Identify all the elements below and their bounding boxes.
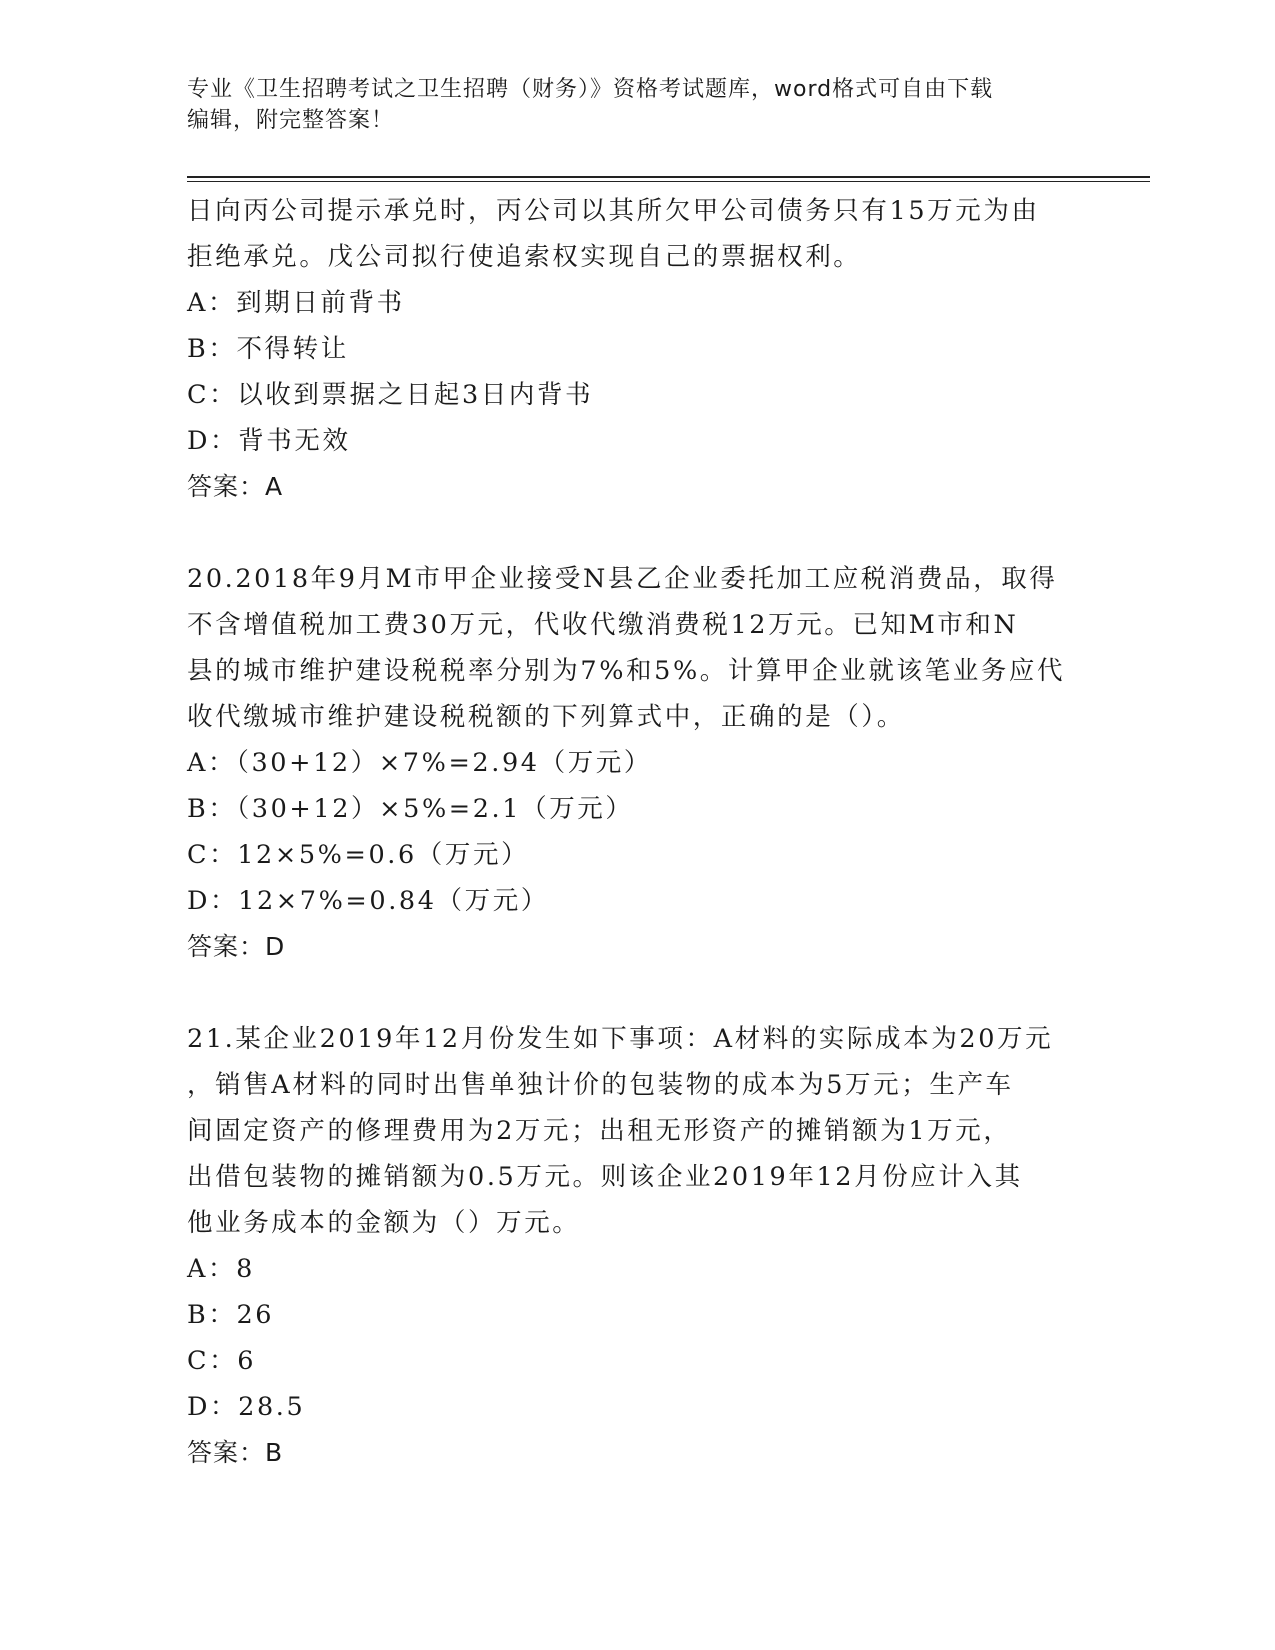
question-text-line: 收代缴城市维护建设税税额的下列算式中，正确的是（）。 [187, 702, 905, 732]
option-d: D：12×7%=0.84（万元） [187, 886, 549, 916]
question-text-line: 21.某企业2019年12月份发生如下事项：A材料的实际成本为20万元 [187, 1024, 1054, 1054]
option-a: A：8 [187, 1254, 255, 1284]
option-d: D：28.5 [187, 1392, 306, 1422]
question-text-line: 他业务成本的金额为（）万元。 [187, 1208, 581, 1238]
question-21 [187, 1016, 1087, 1476]
header-divider [187, 176, 1150, 182]
option-a: A：到期日前背书 [187, 288, 405, 318]
document-header [187, 74, 1087, 136]
answer-label: 答案：D [187, 932, 286, 961]
option-c: C：以收到票据之日起3日内背书 [187, 380, 594, 410]
answer-label: 答案：A [187, 472, 284, 501]
question-text-line: 20.2018年9月M市甲企业接受N县乙企业委托加工应税消费品，取得 [187, 564, 1058, 594]
question-text-line: 间固定资产的修理费用为2万元；出租无形资产的摊销额为1万元， [187, 1116, 1012, 1146]
option-b: B：（30+12）×5%=2.1（万元） [187, 794, 634, 824]
question-text-line: 不含增值税加工费30万元，代收代缴消费税12万元。已知M市和N [187, 610, 1019, 640]
question-text-line: 县的城市维护建设税税率分别为7%和5%。计算甲企业就该笔业务应代 [187, 656, 1066, 686]
question-text-line: 日向丙公司提示承兑时，丙公司以其所欠甲公司债务只有15万元为由 [187, 196, 1040, 226]
option-c: C：12×5%=0.6（万元） [187, 840, 530, 870]
option-a: A：（30+12）×7%=2.94（万元） [187, 748, 652, 778]
question-text-line: 拒绝承兑。戊公司拟行使追索权实现自己的票据权利。 [187, 242, 862, 272]
answer-label: 答案：B [187, 1438, 284, 1467]
option-c: C：6 [187, 1346, 257, 1376]
question-list [187, 188, 1087, 1522]
option-b: B：不得转让 [187, 334, 349, 364]
question-text-line: ，销售A材料的同时出售单独计价的包装物的成本为5万元；生产车 [187, 1070, 1014, 1100]
question-19 [187, 188, 1087, 510]
question-20 [187, 556, 1087, 970]
option-d: D：背书无效 [187, 426, 351, 456]
question-text-line: 出借包装物的摊销额为0.5万元。则该企业2019年12月份应计入其 [187, 1162, 1023, 1192]
header-line-2: 编辑，附完整答案！ [187, 108, 395, 133]
option-b: B：26 [187, 1300, 275, 1330]
header-line-1: 专业《卫生招聘考试之卫生招聘（财务）》资格考试题库，word格式可自由下载 [187, 77, 994, 102]
